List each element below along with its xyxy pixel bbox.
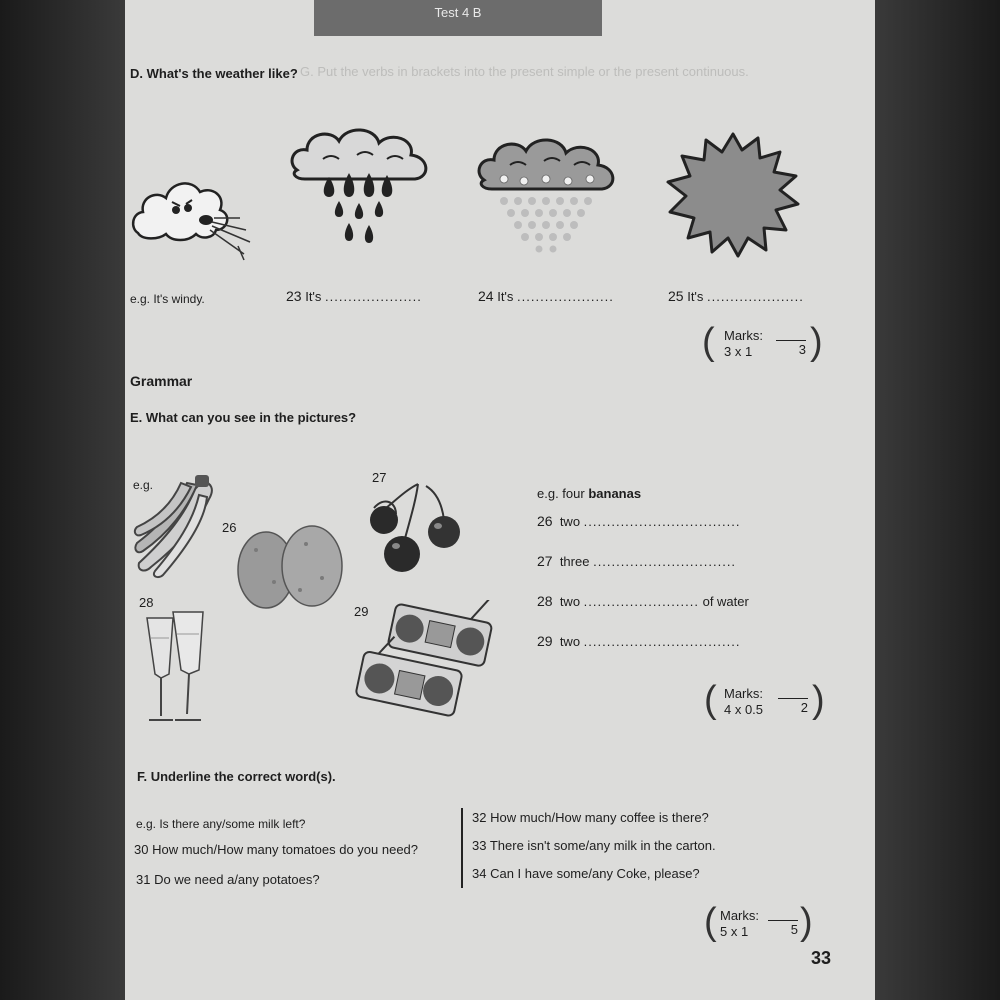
- item-text: two: [559, 634, 581, 649]
- marks-label: Marks:: [724, 686, 763, 701]
- pic-label-29: 29: [354, 604, 369, 619]
- pic-label-27: 27: [372, 470, 387, 485]
- background-left: [0, 0, 125, 1000]
- d-item-25: [668, 288, 804, 304]
- section-f-example: e.g. Is there any/some milk left?: [136, 817, 306, 831]
- cherries-icon: [366, 480, 468, 580]
- sun-icon: [662, 130, 804, 258]
- left-paren: (: [704, 901, 717, 943]
- item-text[interactable]: Can I have some/any Coke, please?: [490, 866, 700, 881]
- bananas-icon: [133, 475, 218, 580]
- item-number: 30: [134, 842, 149, 857]
- item-number: 23: [286, 288, 302, 304]
- marks-formula: 3 x 1: [724, 344, 753, 359]
- item-text[interactable]: How much/How many coffee is there?: [490, 810, 709, 825]
- f-item-32: [472, 810, 709, 825]
- answer-blank[interactable]: .....................: [707, 289, 804, 304]
- f-item-33: [472, 838, 716, 853]
- item-number: 31: [136, 872, 151, 887]
- item-text[interactable]: Do we need a/any potatoes?: [154, 872, 320, 887]
- right-paren: ): [810, 321, 823, 363]
- marks-total: 5: [768, 920, 798, 938]
- marks-total: 3: [776, 340, 806, 358]
- d-item-23: [286, 288, 422, 304]
- marks-label: Marks:: [724, 328, 763, 343]
- marks-formula: 4 x 0.5: [724, 702, 764, 717]
- item-number: 33: [472, 838, 487, 853]
- marks-total: 2: [778, 698, 808, 716]
- item-text: two: [559, 594, 581, 609]
- section-d-title: D. What's the weather like?: [130, 66, 298, 81]
- item-number: 28: [537, 593, 553, 609]
- f-item-31: [136, 872, 320, 887]
- item-text: It's: [305, 289, 322, 304]
- answer-blank[interactable]: ..................................: [583, 514, 741, 529]
- e-item-29: [537, 633, 740, 649]
- item-text: three: [559, 554, 590, 569]
- section-e-title: E. What can you see in the pictures?: [130, 410, 357, 425]
- item-number: 24: [478, 288, 494, 304]
- f-item-34: [472, 866, 700, 881]
- e-item-28: [537, 593, 749, 609]
- section-d-marks: [702, 321, 823, 366]
- section-f-title: F. Underline the correct word(s).: [137, 769, 336, 784]
- right-paren: ): [800, 901, 813, 943]
- answer-blank[interactable]: .....................: [517, 289, 614, 304]
- item-text: two: [559, 514, 581, 529]
- section-e-marks: [704, 679, 825, 724]
- d-item-24: [478, 288, 614, 304]
- pic-label-26: 26: [222, 520, 237, 535]
- item-text: It's: [687, 289, 704, 304]
- answer-blank[interactable]: ...............................: [593, 554, 737, 569]
- snow-cloud-icon: [474, 135, 624, 255]
- answer-blank[interactable]: .....................: [325, 289, 422, 304]
- marks-label: Marks:: [720, 908, 759, 923]
- column-divider: [461, 808, 463, 888]
- item-number: 26: [537, 513, 553, 529]
- left-paren: (: [704, 679, 717, 721]
- page-number: 33: [811, 948, 832, 968]
- item-text[interactable]: How much/How many tomatoes do you need?: [152, 842, 419, 857]
- grammar-heading: Grammar: [130, 373, 193, 389]
- item-number: 25: [668, 288, 684, 304]
- item-text: It's: [497, 289, 514, 304]
- section-d-example: e.g. It's windy.: [130, 292, 205, 306]
- rain-cloud-icon: [287, 125, 435, 250]
- f-item-30: [134, 842, 418, 857]
- e-item-27: [537, 553, 736, 569]
- left-paren: (: [702, 321, 715, 363]
- example-prefix: e.g. four: [537, 486, 585, 501]
- item-suffix: of water: [702, 594, 749, 609]
- item-number: 34: [472, 866, 487, 881]
- item-number: 32: [472, 810, 487, 825]
- item-text[interactable]: There isn't some/any milk in the carton.: [489, 838, 716, 853]
- windy-cloud-icon: [128, 168, 253, 268]
- right-paren: ): [812, 679, 825, 721]
- item-number: 29: [537, 633, 553, 649]
- test-banner: Test 4 B: [314, 0, 602, 36]
- glasses-icon: [143, 608, 213, 730]
- background-right: [875, 0, 1000, 1000]
- cassette-players-icon: [354, 600, 494, 725]
- potatoes-icon: [236, 520, 346, 612]
- pic-label-28: 28: [139, 595, 154, 610]
- item-number: 27: [537, 553, 553, 569]
- section-e-example: [537, 486, 641, 501]
- section-f-marks: [704, 901, 813, 946]
- marks-formula: 5 x 1: [720, 924, 749, 939]
- answer-blank[interactable]: ..................................: [583, 634, 741, 649]
- ghost-text: G. Put the verbs in brackets into the present simple or the present continuous.: [300, 64, 749, 79]
- pic-label-eg: e.g.: [133, 478, 154, 492]
- answer-blank[interactable]: .........................: [583, 594, 699, 609]
- example-answer: bananas: [588, 486, 642, 501]
- e-item-26: [537, 513, 740, 529]
